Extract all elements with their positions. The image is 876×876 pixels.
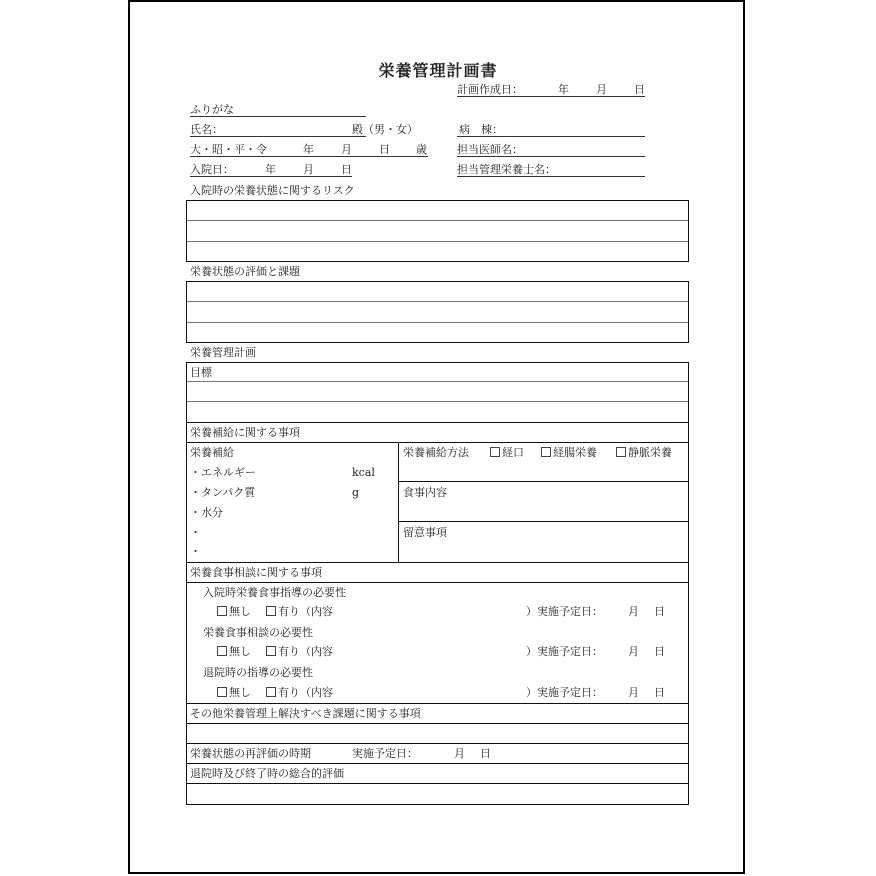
- furigana-line: [190, 116, 366, 117]
- risk-rule-2: [187, 241, 688, 242]
- birth-age: 歳: [416, 143, 427, 156]
- reeval-bottom: [187, 763, 688, 764]
- ward-line: [457, 136, 645, 137]
- consult-q3: 退院時の指導の必要性: [203, 666, 313, 679]
- q3-none[interactable]: 無し: [217, 686, 251, 699]
- bullet-2: ・: [190, 545, 201, 558]
- eval-rule-1: [187, 301, 688, 302]
- other-title: その他栄養管理上解決すべき課題に関する事項: [190, 707, 421, 720]
- q1-yes[interactable]: 有り（内容: [266, 605, 333, 618]
- protein-label: ・タンパク質: [190, 486, 256, 499]
- method-iv[interactable]: 静脈栄養: [616, 446, 672, 459]
- risk-box[interactable]: [186, 200, 689, 262]
- consult-title-bottom: [187, 582, 688, 583]
- ward-label: 病 棟：: [459, 123, 503, 136]
- q3-sched: ）実施予定日：: [526, 686, 603, 699]
- q1-sched: ）実施予定日：: [526, 605, 603, 618]
- name-label: 氏名：: [190, 123, 223, 136]
- reeval-label: 栄養状態の再評価の時期: [190, 747, 311, 760]
- q1-day: 日: [654, 605, 665, 618]
- goal-rule-1: [187, 381, 688, 382]
- q2-sched: ）実施予定日：: [526, 645, 603, 658]
- bullet-1: ・: [190, 526, 201, 539]
- birth-year: 年: [303, 143, 314, 156]
- name-suffix: 殿（男・女）: [352, 123, 418, 136]
- checkbox-icon[interactable]: [616, 447, 626, 457]
- created-month: 月: [596, 83, 607, 96]
- plan-title: 栄養管理計画: [190, 346, 256, 359]
- admission-label: 入院日：: [190, 163, 234, 176]
- supply-bottom: [187, 562, 688, 563]
- checkbox-icon[interactable]: [217, 646, 227, 656]
- birth-line: [190, 156, 428, 157]
- q1-none[interactable]: 無し: [217, 605, 251, 618]
- consult-bottom: [187, 703, 688, 704]
- notes-label: 留意事項: [403, 526, 447, 539]
- checkbox-icon[interactable]: [490, 447, 500, 457]
- other-title-bottom: [187, 723, 688, 724]
- dietitian-line: [457, 176, 645, 177]
- checkbox-icon[interactable]: [541, 447, 551, 457]
- goal-bottom: [187, 422, 688, 423]
- q1-month: 月: [628, 605, 639, 618]
- meal-label: 食事内容: [403, 486, 447, 499]
- checkbox-icon[interactable]: [266, 606, 276, 616]
- doctor-line: [457, 156, 645, 157]
- q2-day: 日: [654, 645, 665, 658]
- q3-day: 日: [654, 686, 665, 699]
- discharge-title-bottom: [187, 783, 688, 784]
- method-bottom: [399, 481, 688, 482]
- q2-yes[interactable]: 有り（内容: [266, 645, 333, 658]
- eval-rule-2: [187, 322, 688, 323]
- checkbox-icon[interactable]: [217, 687, 227, 697]
- supply-label: 栄養補給: [190, 446, 234, 459]
- method-enteral[interactable]: 経腸栄養: [541, 446, 597, 459]
- method-oral[interactable]: 経口: [490, 446, 524, 459]
- supply-title: 栄養補給に関する事項: [190, 426, 300, 439]
- discharge-title: 退院時及び終了時の総合的評価: [190, 767, 344, 780]
- risk-title: 入院時の栄養状態に関するリスク: [190, 184, 355, 197]
- reeval-month: 月: [454, 747, 465, 760]
- furigana-label: ふりがな: [190, 103, 234, 116]
- checkbox-icon[interactable]: [266, 646, 276, 656]
- reeval-day: 日: [480, 747, 491, 760]
- goal-rule-2: [187, 401, 688, 402]
- q2-month: 月: [628, 645, 639, 658]
- consult-q1: 入院時栄養食事指導の必要性: [203, 586, 346, 599]
- eval-title: 栄養状態の評価と課題: [190, 265, 300, 278]
- energy-label: ・エネルギー: [190, 466, 256, 479]
- birth-eras: 大・昭・平・令: [190, 143, 267, 156]
- risk-rule-1: [187, 220, 688, 221]
- admission-year: 年: [265, 163, 276, 176]
- eval-box[interactable]: [186, 281, 689, 343]
- consult-title: 栄養食事相談に関する事項: [190, 566, 322, 579]
- doctor-label: 担当医師名：: [457, 143, 523, 156]
- birth-month: 月: [341, 143, 352, 156]
- checkbox-icon[interactable]: [217, 606, 227, 616]
- kcal-unit: kcal: [352, 466, 375, 479]
- reeval-sched: 実施予定日：: [352, 747, 418, 760]
- q2-none[interactable]: 無し: [217, 645, 251, 658]
- created-date-line: [457, 96, 645, 97]
- admission-month: 月: [303, 163, 314, 176]
- dietitian-label: 担当管理栄養士名：: [457, 163, 556, 176]
- birth-day: 日: [379, 143, 390, 156]
- created-year: 年: [558, 83, 569, 96]
- admission-day: 日: [341, 163, 352, 176]
- checkbox-icon[interactable]: [266, 687, 276, 697]
- supply-title-bottom: [187, 442, 688, 443]
- goal-label: 目標: [190, 366, 212, 379]
- supply-divider: [398, 442, 399, 562]
- q3-yes[interactable]: 有り（内容: [266, 686, 333, 699]
- meal-bottom: [399, 521, 688, 522]
- g-unit: g: [352, 486, 360, 499]
- other-bottom: [187, 743, 688, 744]
- method-label: 栄養補給方法: [403, 446, 469, 459]
- water-label: ・水分: [190, 506, 223, 519]
- name-line: [190, 136, 366, 137]
- consult-q2: 栄養食事相談の必要性: [203, 626, 313, 639]
- document-title: 栄養管理計画書: [378, 61, 498, 80]
- q3-month: 月: [628, 686, 639, 699]
- admission-line: [190, 176, 352, 177]
- created-date-label: 計画作成日：: [457, 83, 523, 96]
- created-day: 日: [634, 83, 645, 96]
